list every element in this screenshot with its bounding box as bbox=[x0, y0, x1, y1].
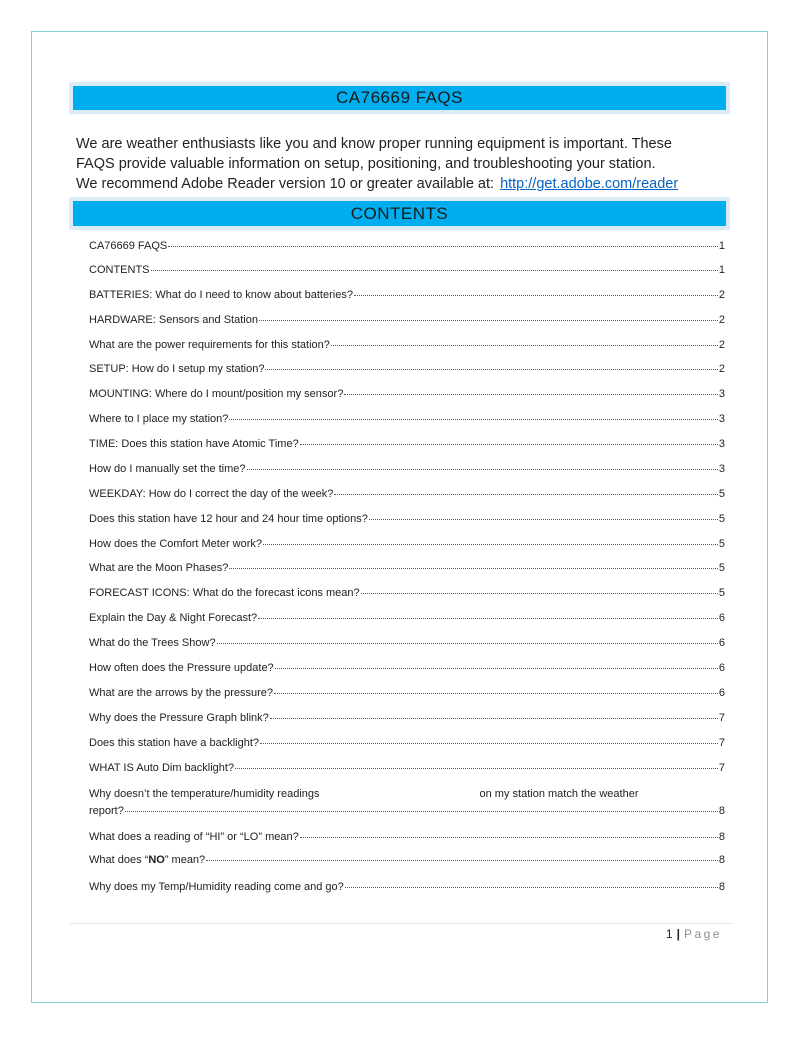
toc-label: CA76669 FAQS bbox=[89, 240, 168, 252]
toc-label-pre: What does “ bbox=[89, 854, 149, 866]
toc-label: What are the Moon Phases? bbox=[89, 562, 229, 574]
toc-leader bbox=[361, 593, 718, 594]
title-banner bbox=[69, 82, 730, 114]
toc-page: 5 bbox=[718, 562, 725, 574]
toc-row[interactable] bbox=[89, 264, 725, 276]
toc-row[interactable] bbox=[89, 513, 725, 525]
toc-leader bbox=[263, 544, 718, 545]
toc-row[interactable] bbox=[89, 240, 725, 252]
toc-label: What does a reading of “HI” or “LO” mean? bbox=[89, 831, 299, 843]
toc-leader bbox=[125, 811, 718, 812]
footer-page-number: 1 bbox=[665, 927, 673, 941]
toc-leader bbox=[168, 246, 718, 247]
toc-page: 7 bbox=[718, 737, 725, 749]
toc-leader bbox=[270, 718, 718, 719]
footer-page-word: Page bbox=[683, 927, 722, 941]
toc-row[interactable] bbox=[89, 737, 725, 749]
toc-row[interactable] bbox=[89, 314, 725, 326]
toc-row[interactable] bbox=[89, 587, 725, 599]
intro-paragraph bbox=[76, 134, 736, 194]
toc-page: 8 bbox=[718, 854, 725, 866]
toc-leader bbox=[369, 519, 718, 520]
toc-page: 5 bbox=[718, 587, 725, 599]
toc-label: CONTENTS bbox=[89, 264, 150, 276]
toc-label: Where to I place my station? bbox=[89, 413, 229, 425]
toc-page: 8 bbox=[718, 881, 725, 893]
toc-label-part2: on my station match the weather bbox=[479, 788, 639, 800]
toc-leader bbox=[258, 618, 718, 619]
toc-row[interactable] bbox=[89, 363, 725, 375]
toc-leader bbox=[275, 668, 718, 669]
toc-label: Why does the Pressure Graph blink? bbox=[89, 712, 269, 724]
toc-leader bbox=[265, 369, 717, 370]
toc-row[interactable] bbox=[89, 612, 725, 624]
toc-leader bbox=[217, 643, 718, 644]
toc-page: 5 bbox=[718, 488, 725, 500]
toc-page: 6 bbox=[718, 687, 725, 699]
toc-label-bold: NO bbox=[148, 854, 165, 866]
toc-row[interactable] bbox=[89, 687, 725, 699]
page-footer bbox=[560, 927, 722, 941]
toc-page: 2 bbox=[718, 289, 725, 301]
toc-page: 6 bbox=[718, 637, 725, 649]
intro-line-2: FAQS provide valuable information on setup, positioning, and troubleshooting your station. bbox=[76, 156, 656, 172]
toc-leader bbox=[259, 320, 718, 321]
intro-line-1: We are weather enthusiasts like you and know proper running equipment is important. These bbox=[76, 136, 672, 152]
toc-leader bbox=[300, 837, 718, 838]
toc-page: 7 bbox=[718, 762, 725, 774]
toc-label: Does this station have a backlight? bbox=[89, 737, 259, 749]
toc-label: Does this station have 12 hour and 24 hour time options? bbox=[89, 513, 368, 525]
toc-row[interactable] bbox=[89, 413, 725, 425]
toc-page: 5 bbox=[718, 538, 725, 550]
toc-row[interactable] bbox=[89, 289, 725, 301]
toc-leader bbox=[260, 743, 718, 744]
toc-page: 3 bbox=[718, 388, 725, 400]
toc-page: 2 bbox=[718, 363, 725, 375]
toc-label: TIME: Does this station have Atomic Time? bbox=[89, 438, 299, 450]
footer-rule bbox=[70, 923, 732, 924]
toc-leader bbox=[235, 768, 718, 769]
adobe-reader-link[interactable]: http://get.adobe.com/reader bbox=[500, 176, 679, 192]
toc-row[interactable] bbox=[89, 438, 725, 450]
toc-page: 1 bbox=[718, 264, 725, 276]
toc-page: 7 bbox=[718, 712, 725, 724]
toc-label: What are the arrows by the pressure? bbox=[89, 687, 274, 699]
toc-row-wrapped-line1[interactable] bbox=[89, 788, 725, 800]
toc-label bbox=[89, 854, 205, 866]
toc-page: 5 bbox=[718, 513, 725, 525]
toc-leader bbox=[247, 469, 718, 470]
toc-leader bbox=[229, 419, 717, 420]
toc-row[interactable] bbox=[89, 662, 725, 674]
toc-row[interactable] bbox=[89, 762, 725, 774]
toc-label: How often does the Pressure update? bbox=[89, 662, 274, 674]
toc-leader bbox=[354, 295, 718, 296]
toc-row[interactable] bbox=[89, 712, 725, 724]
toc-label: How do I manually set the time? bbox=[89, 463, 246, 475]
toc-label-post: ” mean? bbox=[164, 854, 206, 866]
toc-label: What do the Trees Show? bbox=[89, 637, 216, 649]
toc-label: WEEKDAY: How do I correct the day of the week? bbox=[89, 488, 334, 500]
toc-page: 3 bbox=[718, 438, 725, 450]
toc-label: Explain the Day & Night Forecast? bbox=[89, 612, 258, 624]
toc-row-wrapped-line2[interactable] bbox=[89, 805, 725, 817]
toc-leader bbox=[206, 860, 718, 861]
toc-row[interactable] bbox=[89, 488, 725, 500]
toc-page: 6 bbox=[718, 662, 725, 674]
toc-row[interactable] bbox=[89, 388, 725, 400]
toc-label: How does the Comfort Meter work? bbox=[89, 538, 263, 550]
toc-label: FORECAST ICONS: What do the forecast icons mean? bbox=[89, 587, 360, 599]
toc-row[interactable] bbox=[89, 538, 725, 550]
footer-separator: | bbox=[676, 927, 680, 941]
toc-label: BATTERIES: What do I need to know about batteries? bbox=[89, 289, 353, 301]
toc-row[interactable] bbox=[89, 881, 725, 893]
toc-row[interactable] bbox=[89, 831, 725, 843]
toc-leader bbox=[345, 887, 718, 888]
toc-page: 8 bbox=[718, 805, 725, 817]
toc-page: 2 bbox=[718, 339, 725, 351]
toc-label: MOUNTING: Where do I mount/position my sensor? bbox=[89, 388, 344, 400]
toc-page: 2 bbox=[718, 314, 725, 326]
toc-row[interactable] bbox=[89, 339, 725, 351]
toc-page: 3 bbox=[718, 463, 725, 475]
toc-label: report? bbox=[89, 805, 124, 817]
toc-label: Why does my Temp/Humidity reading come and go? bbox=[89, 881, 344, 893]
toc-leader bbox=[274, 693, 718, 694]
toc-page: 3 bbox=[718, 413, 725, 425]
toc-leader bbox=[229, 568, 717, 569]
toc-leader bbox=[331, 345, 718, 346]
toc-label: SETUP: How do I setup my station? bbox=[89, 363, 265, 375]
toc-label: What are the power requirements for this station? bbox=[89, 339, 330, 351]
contents-title: CONTENTS bbox=[73, 201, 726, 226]
intro-line-3 bbox=[76, 174, 736, 194]
toc-leader bbox=[300, 444, 718, 445]
toc-row[interactable] bbox=[89, 463, 725, 475]
intro-line-3-text: We recommend Adobe Reader version 10 or greater available at: bbox=[76, 176, 495, 192]
document-title: CA76669 FAQS bbox=[73, 86, 726, 110]
toc-leader bbox=[151, 270, 718, 271]
toc-page: 6 bbox=[718, 612, 725, 624]
toc-row[interactable] bbox=[89, 562, 725, 574]
toc-row[interactable] bbox=[89, 854, 725, 866]
toc-leader bbox=[344, 394, 718, 395]
toc-leader bbox=[334, 494, 718, 495]
contents-banner bbox=[69, 197, 730, 230]
toc-label-part1: Why doesn’t the temperature/humidity readings bbox=[89, 788, 320, 800]
toc-page: 8 bbox=[718, 831, 725, 843]
toc-label: WHAT IS Auto Dim backlight? bbox=[89, 762, 235, 774]
toc-page: 1 bbox=[718, 240, 725, 252]
toc-label: HARDWARE: Sensors and Station bbox=[89, 314, 258, 326]
toc-row[interactable] bbox=[89, 637, 725, 649]
